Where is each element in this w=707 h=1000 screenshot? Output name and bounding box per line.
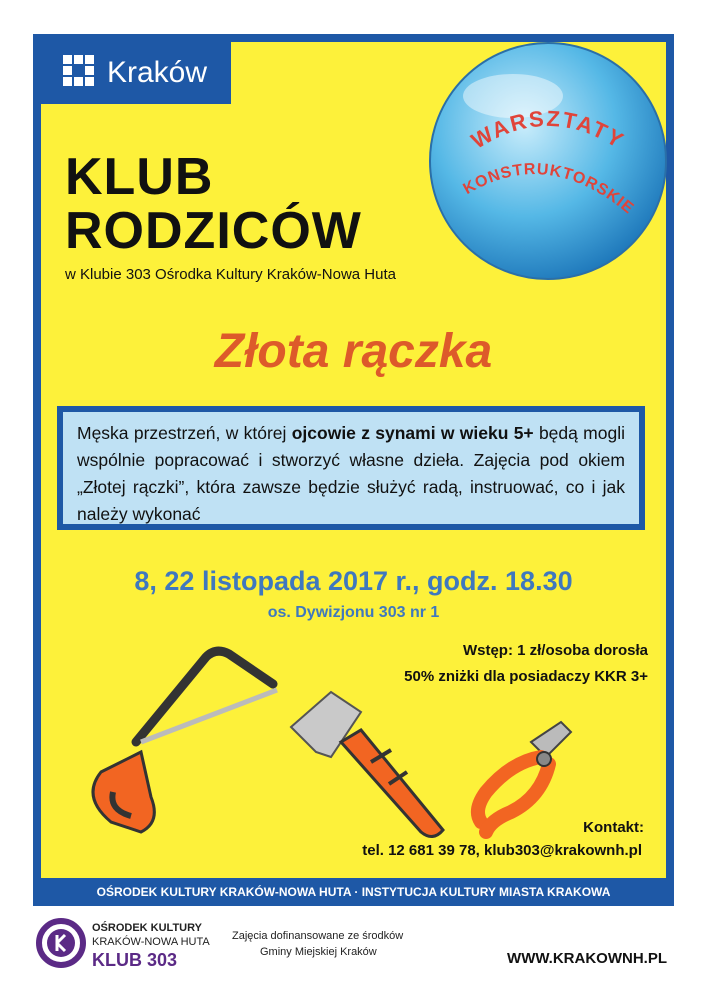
- page-subtitle: w Klubie 303 Ośrodka Kultury Kraków-Nowa Huta: [65, 266, 396, 283]
- badge-line1: WARSZTATY: [466, 105, 630, 154]
- poster-frame: [33, 34, 674, 906]
- website-link[interactable]: WWW.KRAKOWNH.PL: [507, 950, 667, 967]
- hacksaw-icon: [93, 651, 277, 832]
- org-name-line-1: OŚRODEK KULTURY: [92, 922, 202, 934]
- funding-line-2: Gminy Miejskiej Kraków: [260, 946, 377, 958]
- contact-details: tel. 12 681 39 78, klub303@krakownh.pl: [362, 842, 642, 859]
- event-heading: Złota rączka: [214, 325, 493, 378]
- krakow-logo-text: Kraków: [107, 56, 208, 89]
- krakow-logo: [41, 42, 231, 104]
- discount-info: 50% zniżki dla posiadaczy KKR 3+: [404, 668, 648, 685]
- description-part-1: Męska przestrzeń, w której: [77, 423, 292, 443]
- event-date: 8, 22 listopada 2017 r., godz. 18.30: [134, 566, 573, 596]
- poster-body: [41, 42, 666, 878]
- tools-illustration: [41, 632, 601, 862]
- bubble-badge-icon: [423, 36, 673, 286]
- description-bold: ojcowie z synami w wieku 5+: [291, 423, 534, 443]
- funding-line-1: Zajęcia dofinansowane ze środków: [232, 930, 404, 942]
- description-part-2: będą mogli wspólnie popracować i stworzyć własne dzieła. Zajęcia pod okiem „Złotej rączki”, która zawsze będzie służyć radą, instruować, co i jak należy wykonać: [77, 423, 625, 524]
- org-name-line-3: KLUB 303: [92, 950, 178, 970]
- description-box: [57, 406, 645, 530]
- event-address: os. Dywizjonu 303 nr 1: [267, 604, 440, 621]
- title-line-1: KLUB: [65, 148, 214, 206]
- krakow-logo-icon: [63, 55, 95, 89]
- page-title: [65, 150, 362, 258]
- hammer-icon: [291, 692, 443, 837]
- klub303-logo-icon: [36, 918, 86, 968]
- org-name-line-2: KRAKÓW-NOWA HUTA: [92, 936, 210, 948]
- badge-line2: KONSTRUKTORSKIE: [460, 160, 638, 218]
- entry-price: Wstęp: 1 zł/osoba dorosła: [462, 642, 648, 659]
- funding-note: [232, 928, 452, 960]
- title-line-2: RODZICÓW: [65, 202, 362, 260]
- footer-strip: OŚRODEK KULTURY KRAKÓW-NOWA HUTA · INSTYTUCJA KULTURY MIASTA KRAKOWA: [96, 885, 611, 899]
- contact-label: Kontakt:: [583, 819, 644, 836]
- pliers-icon: [478, 722, 571, 832]
